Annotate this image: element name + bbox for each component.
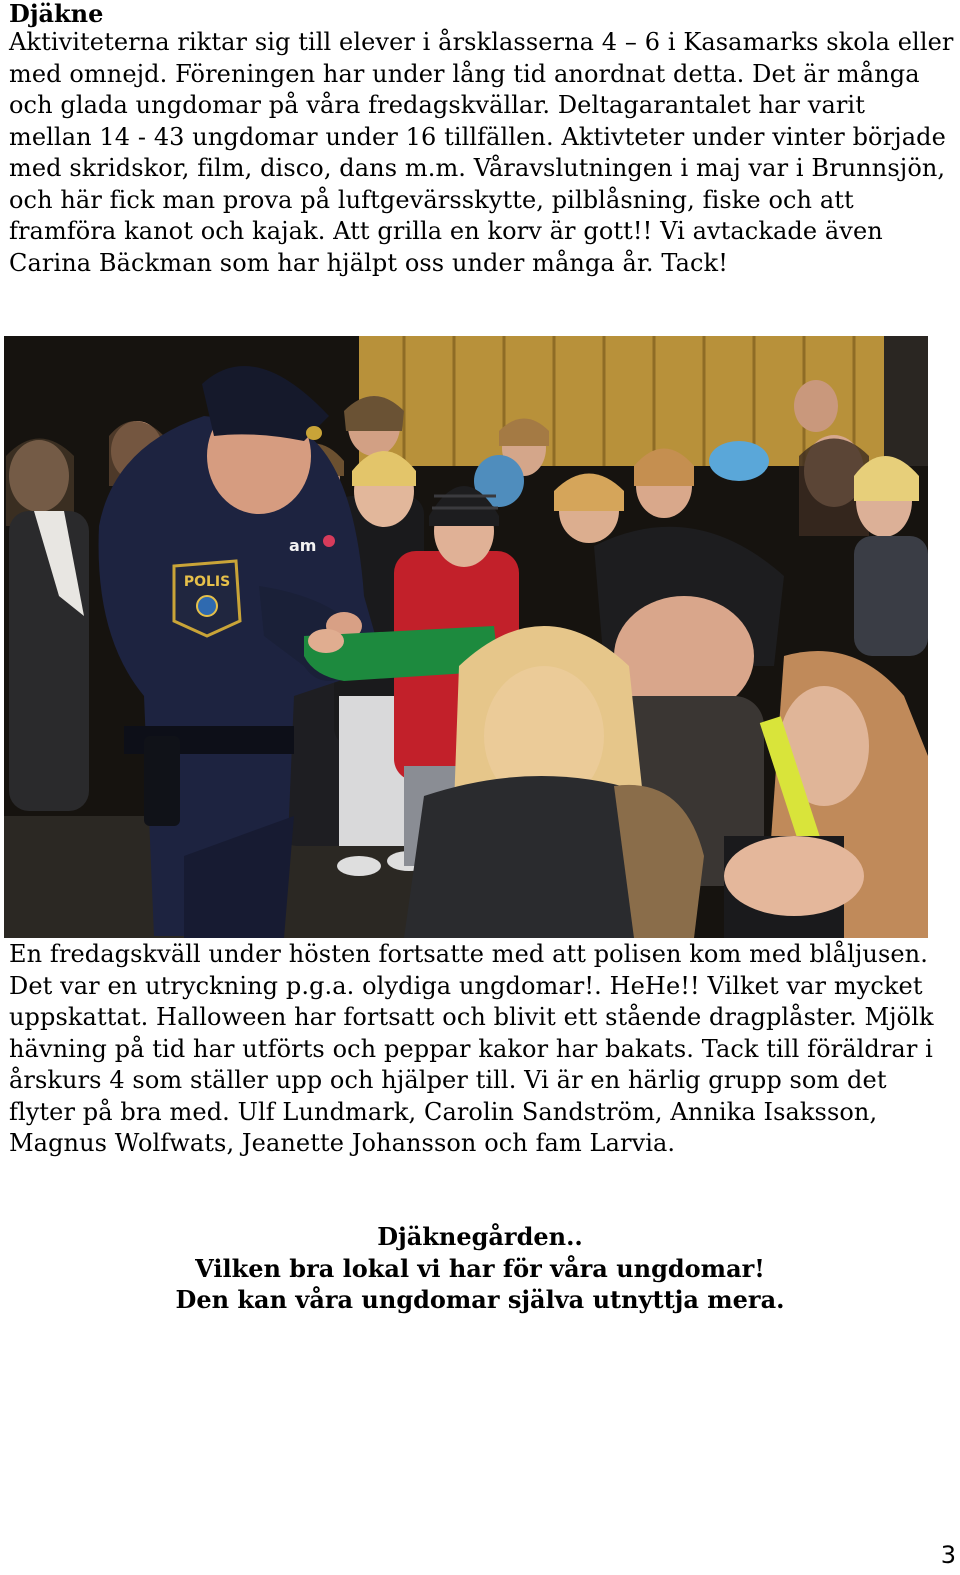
closing-line-3: Den kan våra ungdomar själva utnyttja mera. xyxy=(175,1285,785,1314)
group-photo xyxy=(4,336,928,938)
closing-block xyxy=(0,1221,960,1316)
intro-paragraph: Aktiviteterna riktar sig till elever i årsklasserna 4 – 6 i Kasamarks skola eller med omnejd. Föreningen har under lång tid anordnat detta. Det är många och glada ungdomar på våra fredagskvällar. Deltagarantalet har varit mellan 14 - 43 ungdomar under 16 tillfällen. Aktivteter under vinter började med skridskor, film, disco, dans m.m. Våravslutningen i maj var i Brunnsjön, och här fick man prova på luftgevärsskytte, pilblåsning, fiske och att framföra kanot och kajak. Att grilla en korv är gott!! Vi avtackade även Carina Bäckman som har hjälpt oss under många år. Tack! xyxy=(9,28,954,277)
closing-line-2: Vilken bra lokal vi har för våra ungdomar! xyxy=(195,1253,765,1283)
polis-badge-text: POLIS xyxy=(183,574,231,590)
shirt-text: am xyxy=(289,536,317,555)
page-number: 3 xyxy=(940,1541,956,1569)
section-title: Djäkne xyxy=(9,0,104,28)
second-paragraph: En fredagskväll under hösten fortsatte med att polisen kom med blåljusen. Det var en utryckning p.g.a. olydiga ungdomar!. HeHe!! Vilket var mycket uppskattat. Halloween har fortsatt och blivit ett stående dragplåster. Mjölk hävning på tid har utförts och peppar kakor har bakats. Tack till föräldrar i årskurs 4 som ställer upp och hjälper till. Vi är en härlig grupp som det flyter på bra med. Ulf Lundmark, Carolin Sandström, Annika Isaksson, Magnus Wolfwats, Jeanette Johansson och fam Larvia. xyxy=(9,940,934,1157)
closing-line-1: Djäknegården.. xyxy=(377,1222,583,1251)
